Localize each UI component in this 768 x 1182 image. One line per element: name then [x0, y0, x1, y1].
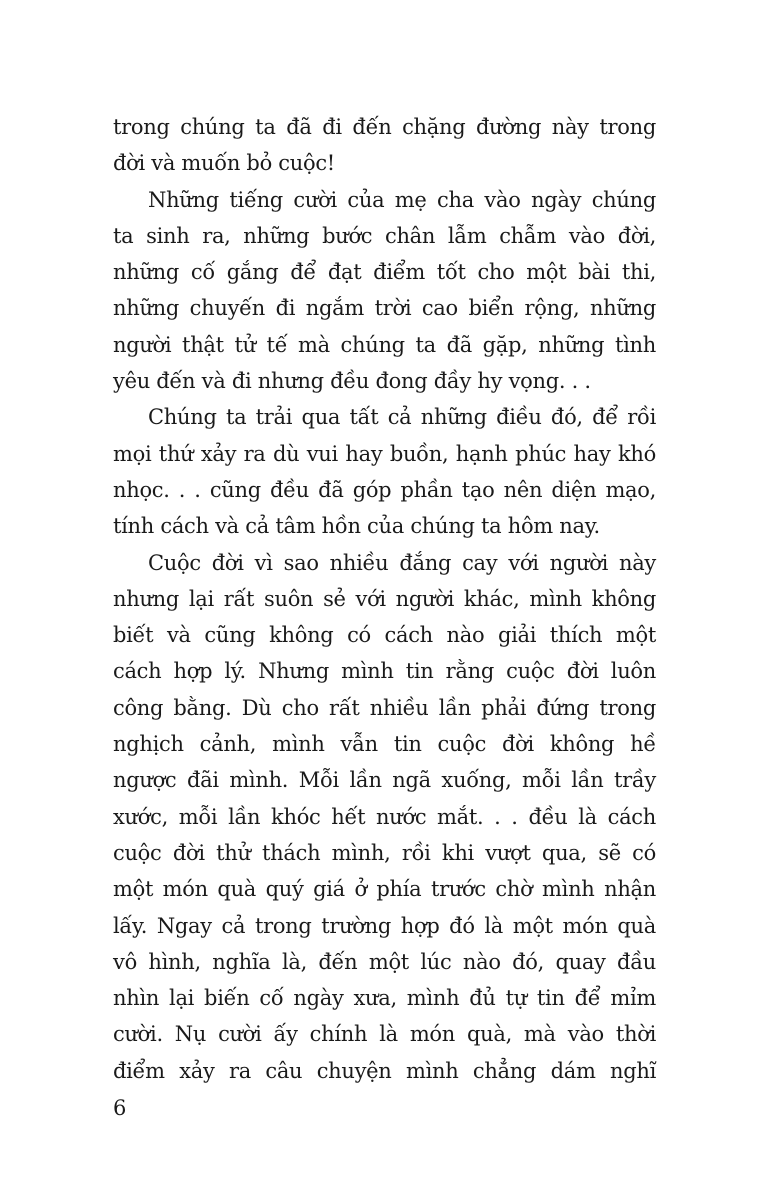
- text-line: nhìn lại biến cố ngày xưa, mình đủ tự tin để mỉm: [113, 986, 656, 1011]
- text-line: một món quà quý giá ở phía trước chờ mình nhận: [113, 877, 656, 902]
- text-line: nghịch cảnh, mình vẫn tin cuộc đời không hề: [113, 732, 656, 757]
- text-line: Chúng ta trải qua tất cả những điều đó, để rồi: [148, 405, 656, 430]
- text-line: ngược đãi mình. Mỗi lần ngã xuống, mỗi lần trầy: [113, 768, 656, 793]
- text-line: Cuộc đời vì sao nhiều đắng cay với người này: [148, 550, 656, 575]
- text-line: nhưng lại rất suôn sẻ với người khác, mình không: [113, 586, 656, 611]
- text-line: cười. Nụ cười ấy chính là món quà, mà vào thời: [113, 1022, 656, 1047]
- text-line: những chuyến đi ngắm trời cao biển rộng, những: [113, 296, 656, 321]
- text-line: lấy. Ngay cả trong trường hợp đó là một món quà: [113, 913, 656, 938]
- paragraph: [113, 545, 656, 1089]
- text-line: những cố gắng để đạt điểm tốt cho một bài thi,: [113, 260, 656, 285]
- text-line: vô hình, nghĩa là, đến một lúc nào đó, quay đầu: [113, 949, 656, 974]
- text-line: ta sinh ra, những bước chân lẫm chẫm vào đời,: [113, 223, 656, 248]
- text-line: Những tiếng cười của mẹ cha vào ngày chúng: [148, 187, 656, 212]
- text-line: nhọc. . . cũng đều đã góp phần tạo nên diện mạo,: [113, 477, 656, 502]
- text-line: công bằng. Dù cho rất nhiều lần phải đứng trong: [113, 695, 656, 720]
- text-line: trong chúng ta đã đi đến chặng đường này trong: [113, 115, 656, 139]
- text-line: đời và muốn bỏ cuộc!: [113, 151, 335, 176]
- paragraph: [113, 182, 656, 400]
- page-number: 6: [113, 1096, 127, 1120]
- paragraph: [113, 399, 656, 544]
- text-line: biết và cũng không có cách nào giải thích một: [113, 623, 656, 648]
- text-line: yêu đến và đi nhưng đều đong đầy hy vọng. . .: [113, 369, 591, 394]
- paragraph: [113, 109, 656, 182]
- text-line: tính cách và cả tâm hồn của chúng ta hôm nay.: [113, 514, 600, 539]
- text-line: mọi thứ xảy ra dù vui hay buồn, hạnh phúc hay khó: [113, 441, 656, 466]
- text-line: xước, mỗi lần khóc hết nước mắt. . . đều là cách: [113, 804, 656, 829]
- text-line: điểm xảy ra câu chuyện mình chẳng dám nghĩ: [113, 1058, 656, 1083]
- text-line: cuộc đời thử thách mình, rồi khi vượt qua, sẽ có: [113, 840, 656, 865]
- page-body-text: [113, 109, 656, 1089]
- text-line: người thật tử tế mà chúng ta đã gặp, những tình: [113, 332, 656, 357]
- text-line: cách hợp lý. Nhưng mình tin rằng cuộc đời luôn: [113, 659, 656, 684]
